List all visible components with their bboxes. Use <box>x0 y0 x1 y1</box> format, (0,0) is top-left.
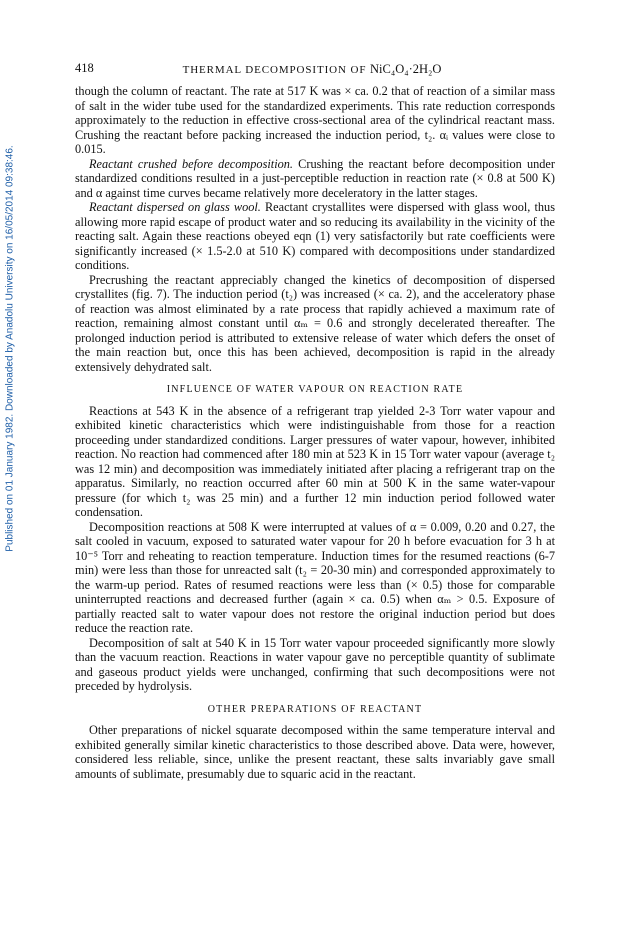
download-watermark: Published on 01 January 1982. Downloaded by Anadolu University on 16/05/2014 09:38:46. <box>4 145 16 552</box>
paragraph-glass-wool-text: Reactant crystallites were dispersed with glass wool, thus allowing more rapid escape of product water and so reducing its availability in the vicinity of the reacting salt. Again these reactions obeyed eqn (1) very satisfactorily but rate coefficients were significantly increased (× 1.5-2.0 at 510 K) compared with decompositions under standardized conditions. <box>75 200 555 272</box>
running-head-formula: NiC₄O₄·2H₂O <box>370 62 442 76</box>
paragraph-precrushing: Precrushing the reactant appreciably changed the kinetics of decomposition of dispersed crystallites (fig. 7). The induction period (t₂) was increased (× ca. 2), and the acceleratory phase of reaction was almost eliminated by a rate process that rapidly achieved a maximum rate of reaction, remaining almost constant until αₘ = 0.6 and strongly decelerated thereafter. The prolonged induction period is attributed to extensive release of water which defers the onset of the main reaction but, once this has been achieved, decomposition is rapid in the already extensively dehydrated salt. <box>75 272 555 374</box>
paragraph-crushed-reactant-text: Crushing the reactant before decomposition under standardized conditions resulted in a just-perceptible reduction in reaction rate (× 0.8 at 500 K) and α against time curves became relatively more deceleratory in the latter stages. <box>75 156 555 200</box>
subheading-crushed-reactant: Reactant crushed before decomposition. <box>89 156 293 171</box>
paragraph-other-preparations: Other preparations of nickel squarate decomposed within the same temperature interval and exhibited generally similar kinetic characteristics to those described above. Data were, however, considered less reliable, since, unlike the present reactant, these salts invariably gave small amounts of sublimate, presumably due to squaric acid in the reactant. <box>75 723 555 781</box>
paragraph-1: though the column of reactant. The rate at 517 K was × ca. 0.2 that of reaction of a similar mass of salt in the wider tube used for the standardized experiments. This rate reduction corresponds approximately to the reduction in effective cross-sectional area of the cylindrical reactant mass. Crushing the reactant before packing increased the induction period, t₂. αᵢ values were close to 0.015. <box>75 84 555 156</box>
paragraph-glass-wool <box>75 200 555 273</box>
article-body <box>75 84 555 781</box>
running-head-title: THERMAL DECOMPOSITION OF <box>182 64 367 76</box>
paragraph-water-vapour-1: Reactions at 543 K in the absence of a refrigerant trap yielded 2-3 Torr water vapour and exhibited kinetic characteristics which were indistinguishable from those for a reaction proceeding under standardized conditions. Larger pressures of water vapour, however, inhibited reaction. No reaction had commenced after 180 min at 523 K in 15 Torr water vapour (average t₂ was 12 min) and decomposition was immediately initiated after placing a refrigerant trap on the apparatus. Similarly, no reaction occurred after 60 min at 500 K in the same water-vapour pressure (for which t₂ was 25 min) and a further 12 min induction period followed water condensation. <box>75 403 555 519</box>
paragraph-water-vapour-2: Decomposition reactions at 508 K were interrupted at values of α = 0.009, 0.20 and 0.27, the salt cooled in vacuum, exposed to saturated water vapour for 20 h before evacuation for 3 h at 10⁻⁵ Torr and reheating to reaction temperature. Induction times for the resumed reactions (6-7 min) were less than those for unreacted salt (t₂ = 20-30 min) and corresponded approximately to the warm-up period. Rates of resumed reactions were less than (× 0.5) those for comparable uninterrupted reactions and decreased further (again × ca. 0.5) when αₘ > 0.5. Exposure of partially reacted salt to water vapour does not restore the original induction period but does reduce the reaction rate. <box>75 519 555 635</box>
section-heading-other-preparations: OTHER PREPARATIONS OF REACTANT <box>207 703 423 715</box>
paragraph-water-vapour-3: Decomposition of salt at 540 K in 15 Torr water vapour proceeded significantly more slowly than the vacuum reaction. Reactions in water vapour gave no perceptible quantity of sublimate and gaseous product yields were unchanged, confirming that such decompositions were not preceded by hydrolysis. <box>75 635 555 693</box>
paragraph-crushed-reactant <box>75 157 555 201</box>
page-number: 418 <box>75 61 94 75</box>
subheading-glass-wool: Reactant dispersed on glass wool. <box>89 200 261 214</box>
section-heading-water-vapour: INFLUENCE OF WATER VAPOUR ON REACTION RATE <box>166 384 464 395</box>
running-head <box>0 62 624 77</box>
